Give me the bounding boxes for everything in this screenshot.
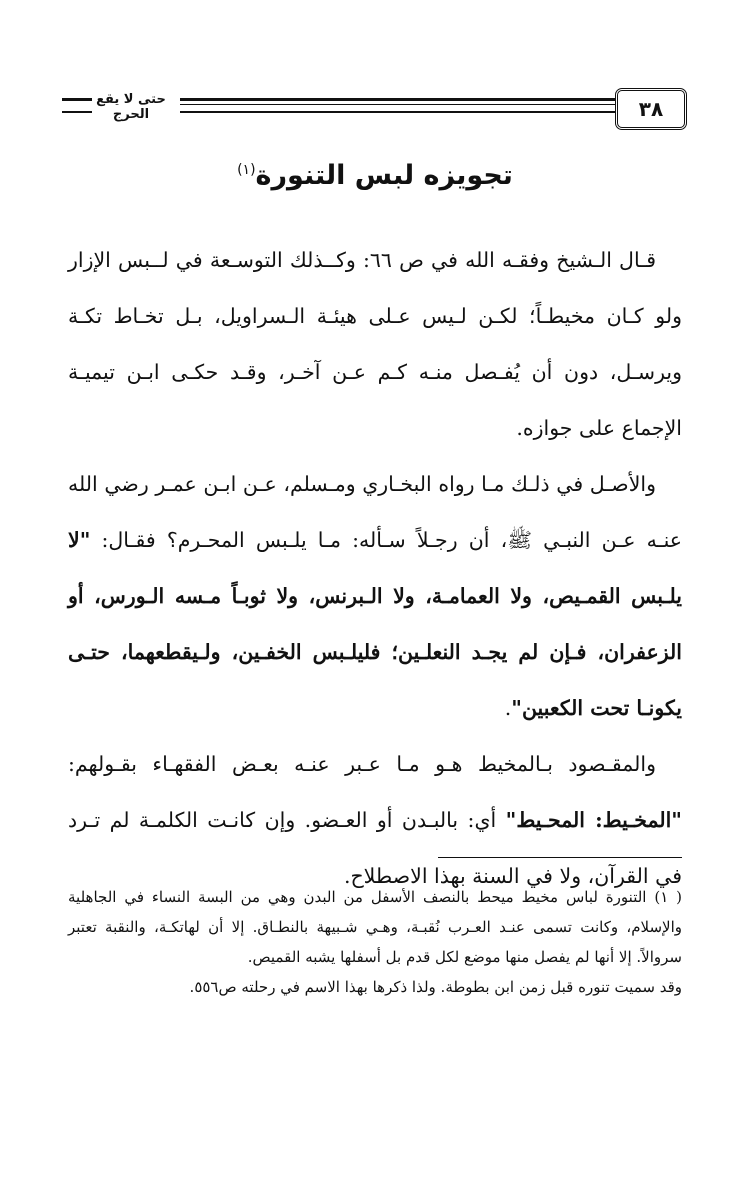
footnote-separator: [438, 857, 682, 858]
term-definition: "المخـيط: المحـيط": [505, 808, 682, 832]
footnotes: [68, 882, 682, 1002]
paragraph-3: [68, 736, 682, 904]
footnote-1-continued: وقد سميت تنوره قبل زمن ابن بطوطة. ولذا ذكرها بهذا الاسم في رحلته ص٥٥٦.: [189, 978, 682, 996]
running-title: حتى لا يقع الحرج: [96, 92, 166, 122]
page-header: [62, 86, 687, 126]
section-title-text: تجويزه لبس التنورة: [255, 160, 513, 191]
page-number: ٣٨: [638, 97, 664, 121]
paragraph-3-intro: والمقـصود بـالمخيط هـو مـا عـبر عنـه بعـض الفقهـاء بقـولهم:: [68, 752, 656, 776]
paragraph-3-rest: أي: بالبـدن أو العـضو. وإن كانـت الكلمـة لم تـرد في القرآن، ولا في السنة بهذا الاصطلاح.: [68, 808, 682, 888]
footnote-1: ( ١) التنورة لباس مخيط ميحط بالنصف الأسفل من البدن وهي من البسة النساء في الجاهلية والإسلام، وكانت تسمى عنـد العـرب نُقبـة، وهـي شـبيهة بالنطـاق. إلا أن لهاتكـة، والنقبة تعتبر سروالاً. إلا أنها لم يفصل منها موضع لكل قدم بل أسفلها يشبه القميص.: [68, 888, 683, 966]
header-rule-short: [62, 98, 92, 113]
main-text: [68, 232, 682, 904]
section-title: [0, 160, 750, 191]
paragraph-2: [68, 456, 682, 736]
title-footnote-ref: (١): [237, 162, 256, 178]
header-rule: [180, 98, 615, 113]
paragraph-1: قـال الـشيخ وفقـه الله في ص ٦٦: وكــذلك التوسـعة في لــبس الإزار ولو كـان مخيطـاً؛ لكـن لـيس عـلى هيئـة الـسراويل، بـل تخـاط تكـة ويرسـل، دون أن يُفـصل منـه كـم عـن آخـر، وقـد حكـى ابـن تيميـة الإجماع على جوازه.: [68, 248, 683, 440]
paragraph-2-end: .: [504, 696, 512, 720]
hadith-quote: "لا يلـبس القمـيص، ولا العمامـة، ولا الـبرنس، ولا ثوبـاً مـسه الـورس، أو الزعفران، فـإن لم يجـد النعلـين؛ فليلـبس الخفـين، ولـيقطعهما، حتـى يكونـا تحت الكعبين": [68, 528, 682, 720]
page-number-box: [615, 88, 687, 130]
paragraph-2-intro: والأصـل في ذلـك مـا رواه البخـاري ومـسلم، عـن ابـن عمـر رضي الله عنـه عـن النبـي ﷺ، أن رجـلاً سـأله: مـا يلـبس المحـرم؟ فقـال:: [68, 472, 682, 552]
